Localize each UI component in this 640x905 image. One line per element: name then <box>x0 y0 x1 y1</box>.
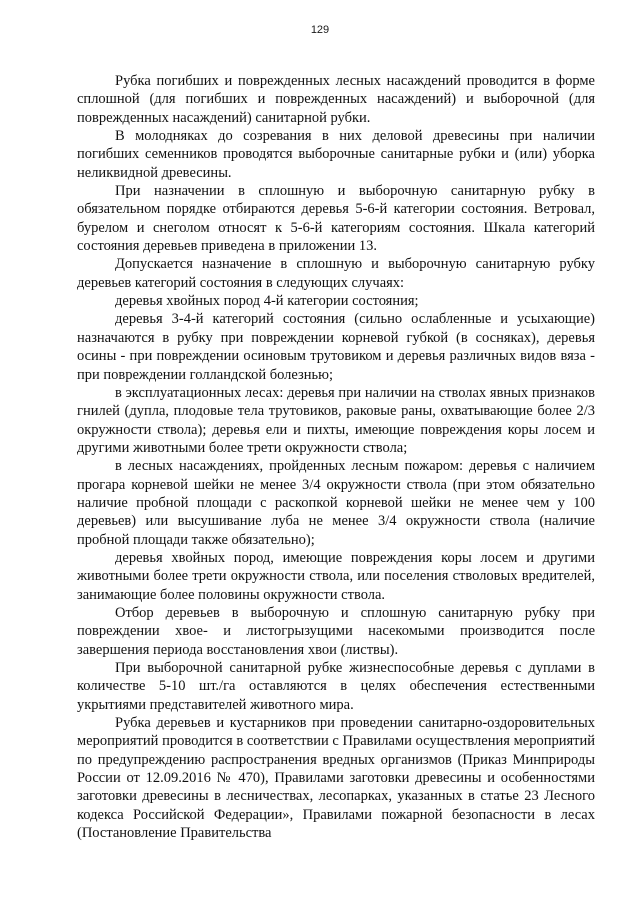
paragraph: Допускается назначение в сплошную и выборочную санитарную рубку деревьев категорий состояния в следующих случаях: <box>77 256 595 291</box>
paragraph: В молодняках до созревания в них деловой древесины при наличии погибших семенников проводятся выборочные санитарные рубки и (или) уборка неликвидной древесины. <box>77 128 595 181</box>
paragraph: деревья хвойных пород 4-й категории состояния; <box>115 293 419 310</box>
paragraph: Рубка погибших и поврежденных лесных насаждений проводится в форме сплошной (для погибших и поврежденных насаждений) и выборочной (для поврежденных насаждений) санитарной рубки. <box>77 73 595 126</box>
paragraph: деревья 3-4-й категорий состояния (сильно ослабленные и усыхающие) назначаются в рубку при повреждении корневой губкой (в сосняках), деревья осины - при повреждении осиновым трутовиком и деревья различных видов вяза - при повреждении голландской болезнью; <box>77 311 595 383</box>
paragraph: Рубка деревьев и кустарников при проведении санитарно-оздоровительных мероприятий проводится в соответствии с Правилами осуществления мероприятий по предупреждению распространения вредных организмов (Приказ Минприроды России от 12.09.2016 № 470), Правилами заготовки древесины и особенностями заготовки древесины в лесничествах, лесопарках, указанных в статье 23 Лесного кодекса Российской Федерации», Правилами пожарной безопасности в лесах (Постановление Правительства <box>77 715 595 842</box>
paragraph: деревья хвойных пород, имеющие повреждения коры лосем и другими животными более трети окружности ствола, или поселения стволовых вредителей, занимающие более половины окружности ствола. <box>77 549 595 603</box>
paragraph: в эксплуатационных лесах: деревья при наличии на стволах явных признаков гнилей (дупла, плодовые тела трутовиков, раковые раны, охватывающие более 2/3 окружности ствола); деревья ели и пихты, имеющие повреждения коры лосем и другими животными более трети окружности ствола; <box>77 384 595 456</box>
paragraph: в лесных насаждениях, пройденных лесным пожаром: деревья с наличием прогара корневой шейки не менее 3/4 окружности ствола (при этом обязательно наличие пробной площади с раскопкой корневой шейки не менее чем у 100 деревьев) или высушивание луба не менее 3/4 окружности ствола (наличие пробной площади также обязательно); <box>77 458 595 548</box>
paragraph: Отбор деревьев в выборочную и сплошную санитарную рубку при повреждении хвое- и листогрызущими насекомыми производится после завершения периода восстановления хвои (листвы). <box>77 604 595 658</box>
paragraph: При назначении в сплошную и выборочную санитарную рубку в обязательном порядке отбираются деревья 5-6-й категории состояния. Ветровал, бурелом и снеголом относят к 5-6-й категориям состояния. Шкала категорий состояния деревьев приведена в приложении 13. <box>77 183 595 255</box>
paragraph: При выборочной санитарной рубке жизнеспособные деревья с дуплами в количестве 5-10 шт./га оставляются в целях обеспечения естественными укрытиями представителей животного мира. <box>77 660 595 713</box>
page-number: 129 <box>310 24 330 36</box>
document-body <box>77 72 595 842</box>
